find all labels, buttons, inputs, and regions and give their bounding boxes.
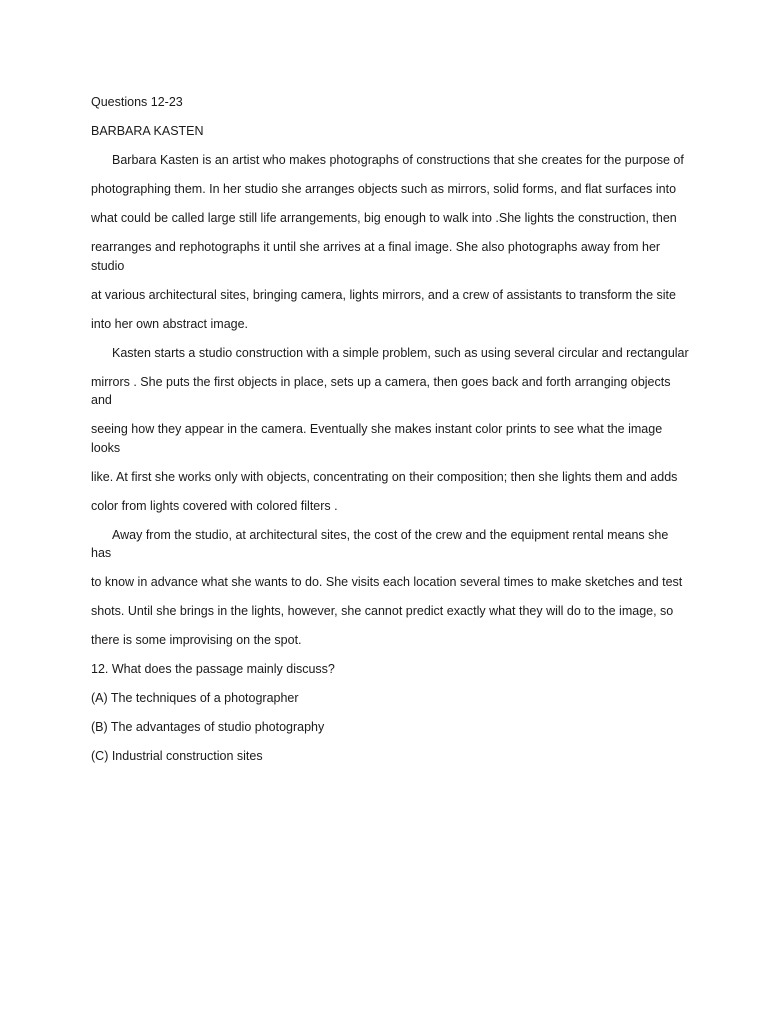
passage-line: photographing them. In her studio she arranges objects such as mirrors, solid forms, and flat surfaces into [91, 182, 677, 196]
passage-line: color from lights covered with colored filters . [91, 498, 338, 513]
passage-line: shots. Until she brings in the lights, however, she cannot predict exactly what they will do to the image, so [91, 604, 674, 618]
questions-heading: Questions 12-23 [91, 95, 183, 109]
passage-line: into her own abstract image. [91, 316, 249, 331]
passage-line: what could be called large still life arrangements, big enough to walk into .She lights the construction, then [91, 211, 677, 225]
passage-line: Away from the studio, at architectural sites, the cost of the crew and the equipment rental means she has [91, 527, 669, 560]
passage-line: Kasten starts a studio construction with a simple problem, such as using several circular and rectangular [112, 345, 689, 360]
passage-title: BARBARA KASTEN [91, 124, 204, 138]
passage-line: Barbara Kasten is an artist who makes photographs of constructions that she creates for the purpose of [112, 153, 684, 167]
answer-option-c: (C) Industrial construction sites [91, 749, 263, 763]
document-content [91, 93, 691, 776]
passage-line: there is some improvising on the spot. [91, 633, 302, 647]
passage-line: rearranges and rephotographs it until she arrives at a final image. She also photographs away from her studio [91, 240, 661, 273]
answer-option-b: (B) The advantages of studio photography [91, 720, 325, 734]
question-text: 12. What does the passage mainly discuss? [91, 662, 335, 676]
passage-line: mirrors . She puts the first objects in place, sets up a camera, then goes back and forth arranging objects and [91, 374, 671, 407]
passage-line: seeing how they appear in the camera. Eventually she makes instant color prints to see what the image looks [91, 422, 663, 455]
passage-line: at various architectural sites, bringing camera, lights mirrors, and a crew of assistants to transform the site [91, 287, 676, 302]
passage-line: like. At first she works only with objects, concentrating on their composition; then she lights them and adds [91, 469, 678, 484]
answer-option-a: (A) The techniques of a photographer [91, 691, 299, 705]
passage-line: to know in advance what she wants to do. She visits each location several times to make sketches and test [91, 575, 683, 589]
